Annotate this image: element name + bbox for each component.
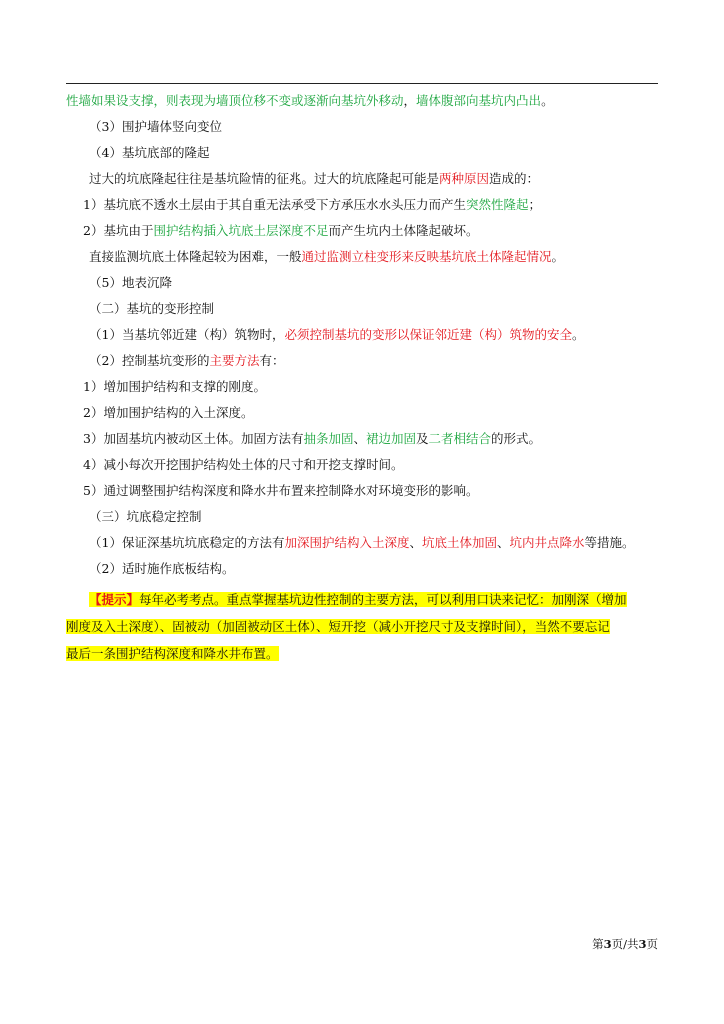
text-segment: 。 <box>551 249 565 264</box>
text-segment: （4）基坑底部的隆起 <box>89 145 210 160</box>
tip-line-1: 【提示】每年必考考点。重点掌握基坑边性控制的主要方法，可以利用口诀来记忆：加刚深（增加 <box>89 592 627 607</box>
text-segment: 4）减小每次开挖围护结构处土体的尺寸和开挖支撑时间。 <box>83 457 404 472</box>
text-segment: 坑内井点降水 <box>509 535 585 550</box>
text-line <box>66 118 658 135</box>
text-line <box>66 378 658 395</box>
text-line <box>66 534 658 551</box>
text-segment: 而产生坑内土体隆起破坏。 <box>328 223 479 238</box>
page-footer: 第3页/共3页 <box>592 937 658 951</box>
text-line <box>66 144 658 161</box>
header-rule <box>66 83 658 84</box>
text-segment: 。 <box>541 93 554 108</box>
text-line <box>66 326 658 343</box>
text-line <box>66 196 658 213</box>
tip-block <box>66 586 658 667</box>
text-segment: 2）增加围护结构的入土深度。 <box>83 405 254 420</box>
text-segment: 突然性隆起 <box>465 197 529 212</box>
text-segment: 5）通过调整围护结构深度和降水井布置来控制降水对环境变形的影响。 <box>83 483 479 498</box>
text-line <box>66 352 658 369</box>
text-segment: 有： <box>259 353 285 368</box>
text-segment: 围护结构插入坑底土层深度不足 <box>153 223 329 238</box>
tip-tag: 【提示】 <box>89 592 140 607</box>
tip-line-2: 刚度及入土深度）、固被动（加固被动区土体）、短开挖（减小开挖尺寸及支撑时间），当然不要忘记 <box>66 619 610 634</box>
text-line <box>66 508 658 525</box>
page-total: 3 <box>638 937 647 951</box>
text-segment: 直接监测坑底土体隆起较为困难，一般 <box>89 249 302 264</box>
text-segment: 及 <box>416 431 429 446</box>
text-segment: 。 <box>571 327 585 342</box>
text-segment: （2）控制基坑变形的 <box>89 353 210 368</box>
text-segment: （1）当基坑邻近建（构）筑物时， <box>89 327 285 342</box>
text-segment: 裙边加固 <box>366 431 417 446</box>
tip-line-3: 最后一条围护结构深度和降水井布置。 <box>66 646 279 661</box>
text-segment: 1）增加围护结构和支撑的刚度。 <box>83 379 266 394</box>
text-line <box>66 248 658 265</box>
page-number: 3 <box>603 937 612 951</box>
text-lines <box>66 92 658 577</box>
text-segment: 二者相结合 <box>428 431 492 446</box>
text-line <box>66 92 658 109</box>
text-segment: 2）基坑由于 <box>83 223 154 238</box>
text-line <box>66 482 658 499</box>
text-segment: （1）保证深基坑坑底稳定的方法有 <box>89 535 285 550</box>
text-segment: 墙顶位移不变或逐渐向基坑外移动 <box>216 93 404 108</box>
text-segment: 抽条加固 <box>303 431 354 446</box>
text-segment: 墙体腹部向基坑内凸出 <box>416 93 542 108</box>
text-segment: （二）基坑的变形控制 <box>89 301 215 316</box>
text-segment: ， <box>403 93 417 108</box>
text-line <box>66 170 658 187</box>
text-segment: 、 <box>409 535 422 550</box>
text-line <box>66 222 658 239</box>
text-line <box>66 430 658 447</box>
text-line <box>66 300 658 317</box>
text-segment: 造成的： <box>489 171 540 186</box>
text-segment: 通过监测立柱变形来反映基坑底土体隆起情况 <box>301 249 552 264</box>
text-segment: 1）基坑底不透水土层由于其自重无法承受下方承压水水头压力而产生 <box>83 197 466 212</box>
document-body <box>66 92 658 667</box>
text-segment: （2）适时施作底板结构。 <box>89 561 235 576</box>
text-segment: （三）坑底稳定控制 <box>89 509 202 524</box>
text-segment: 3）加固基坑内被动区土体。加固方法有 <box>83 431 304 446</box>
text-segment: 性墙如果设支撑，则表现为 <box>66 93 217 108</box>
text-line <box>66 404 658 421</box>
text-line <box>66 560 658 577</box>
text-segment: 加深围护结构入土深度 <box>284 535 410 550</box>
text-segment: 、 <box>497 535 510 550</box>
text-line <box>66 274 658 291</box>
text-line <box>66 456 658 473</box>
text-segment: 过大的坑底隆起往往是基坑险情的征兆。过大的坑底隆起可能是 <box>89 171 440 186</box>
text-segment: 的形式。 <box>491 431 542 446</box>
text-segment: 主要方法 <box>209 353 260 368</box>
text-segment: 两种原因 <box>439 171 490 186</box>
text-segment: 坑底土体加固 <box>422 535 498 550</box>
text-segment: 、 <box>353 431 366 446</box>
text-segment: 必须控制基坑的变形以保证邻近建（构）筑物的安全 <box>284 327 572 342</box>
text-segment: 等措施。 <box>584 535 635 550</box>
text-segment: （5）地表沉降 <box>89 275 172 290</box>
text-segment: （3）围护墙体竖向变位 <box>89 119 222 134</box>
text-segment: ； <box>528 197 541 212</box>
